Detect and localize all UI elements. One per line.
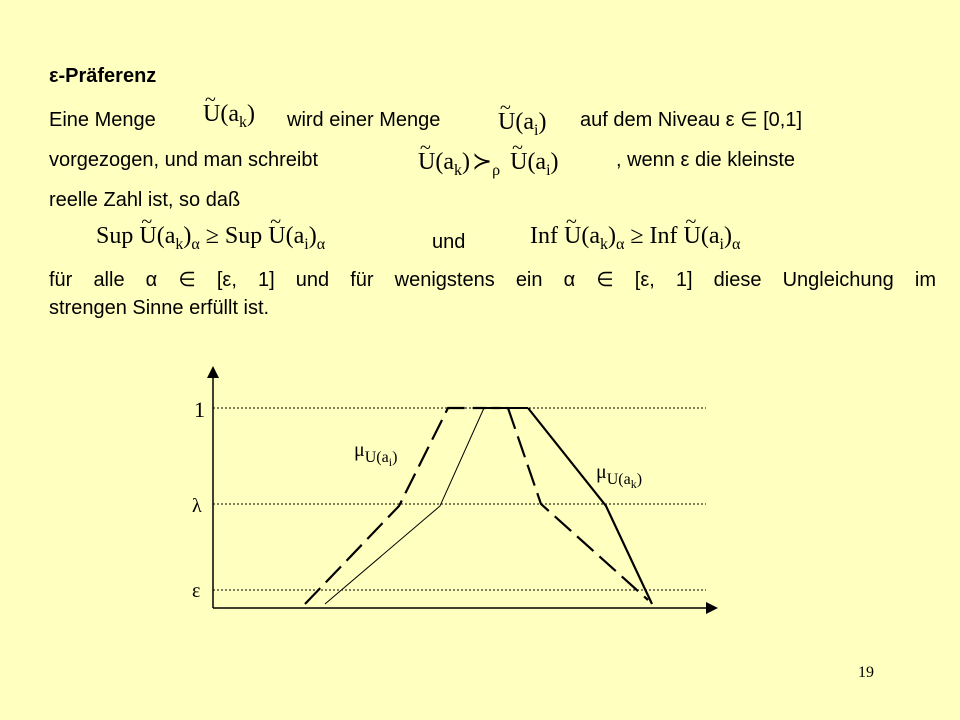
paragraph-line2: strengen Sinne erfüllt ist. [49, 297, 270, 319]
formula-inf: Inf ~ $U(a_k)_\alpha$ ≥ Inf ~ $U(a_i)_\alpha$ [530, 222, 740, 259]
label-mu-u-ai: $\mu_{U(ai}^)$ [354, 439, 398, 469]
tick-label-1: 1 [194, 397, 205, 422]
paragraph-line1: für alle α ∈ [ε, 1] und für wenigstens ein α ∈ [ε, 1] diese Ungleichung im [49, 269, 936, 291]
formula-preference: ~ $U(a_k)≻_\rho\sim$ $U(a_i)$ [418, 148, 559, 185]
line3-text: reelle Zahl ist, so daß [49, 189, 241, 211]
tick-label-lambda: λ [192, 495, 202, 517]
label-mu-u-ak: $\mu_{U(ak}^)$ [596, 461, 643, 491]
line1-text-a: Eine Menge [49, 109, 156, 131]
line2-text-a: vorgezogen, und man schreibt [49, 149, 319, 171]
formula-u-ai-1: ~ $U(a_i)$ [498, 108, 546, 145]
line1-text-c: auf dem Niveau ε ∈ [0,1] [580, 109, 803, 131]
y-axis-arrow [207, 366, 219, 378]
formula-sup: Sup ~ $U(a_k)_\alpha$ ≥ Sup ~ $U(a_i)_\alpha$ [96, 222, 325, 259]
x-axis-arrow [706, 602, 718, 614]
formula-u-ak-1: ~ $U(a_k)$ [203, 100, 255, 137]
curve-u-ak-left [325, 408, 484, 604]
curve-u-ak-right [528, 408, 652, 604]
slide-title: ε-Präferenz [49, 65, 157, 87]
line1-text-b: wird einer Menge [287, 109, 441, 131]
curve-u-ai-left [305, 408, 476, 604]
tick-label-epsilon: ε [192, 580, 201, 602]
und-text: und [432, 231, 466, 253]
line2-text-b: , wenn ε die kleinste [616, 149, 796, 171]
page-number: 19 [858, 664, 874, 681]
